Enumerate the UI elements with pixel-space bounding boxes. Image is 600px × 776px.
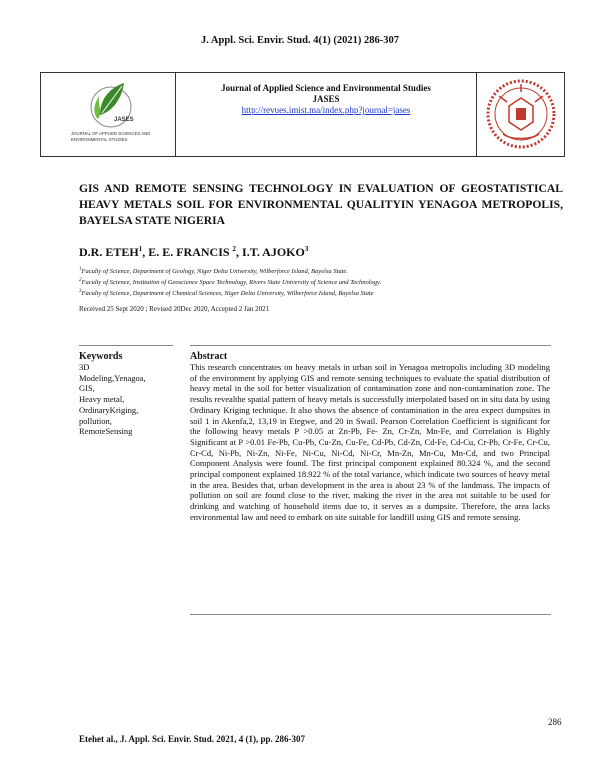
keyword-item: OrdinaryKriging, [79, 404, 139, 415]
page-number: 286 [548, 717, 562, 727]
abstract-bottom-divider [190, 614, 551, 615]
author-name: I.T. AJOKO [242, 245, 305, 259]
abstract-body: This research concentrates on heavy metals in urban soil in Yenagoa metropolis including 3D modeling of the environment by applying GIS and remote sensing techniques to evaluate the spatial distribution of heavy metal in the soil for better visualization of contamination zone and non-contamination zone. The results revealthe spatial pattern of heavy metals is successfully interpolated based on in situ data by using Ordinary Kriging technique. It also shows the absence of contamination in the area expect dumpsites in soil 1 in Akenfa,2, 13,19 in Etegwe, and 20 in Swail. Pearson Correlation Coefficient is significant for the following heavy metals P >0.05 at Zn-Pb, Fe- Zn, Cr-Zn, Mn-Fe, and Correlation is Highly Significant at P >0.01 Fe-Pb, Cu-Pb, Cu-Zn, Cu-Fe, Cd-Pb, Cd-Zn, Cd-Fe, Cd-Cu, Cr-Pb, Cr-Fe, Cr-Cu, Cr-Cd, Ni-Pb, Ni-Zn, Ni-Fe, Ni-Cu, Ni-Cd, Ni-Cr, Mn-Zn, Mn-Cu, Mn-Cd, and two Principal Component Analysis were found. The first principal component explained 80.324 %, and the second principal component explained 18.922 % of the total variance, which indicate two sources of heavy metal in the area. Besides that, urban development in the area is about 23 % of the landmass. The impacts of pollution on soil are found close to the river, making the river in the area not suitable to be used for drinking and watching of household items due to, it serves as a dumpsite. Therefore, the area lacks environmental law and need to embark on site suitable for landfill using GIS and remote sensing. [190, 362, 550, 522]
abstract-divider [190, 345, 551, 346]
keyword-item: GIS, [79, 383, 95, 394]
journal-logo-panel [41, 73, 176, 156]
keyword-item: Modeling,Yenagoa, [79, 372, 146, 383]
affiliation [79, 289, 549, 297]
logo-label: JASES [114, 117, 134, 123]
university-seal-panel [476, 73, 564, 156]
author-name: D.R. ETEH [79, 245, 139, 259]
author-list [79, 245, 308, 260]
journal-url-link[interactable]: http://revues.imist.ma/index.php?journal=jases [241, 105, 411, 115]
leaf-logo-icon [86, 77, 136, 132]
keyword-item: Heavy metal, [79, 394, 125, 405]
keywords-list [79, 362, 179, 437]
affiliation-text: Faculty of Science, Department of Geology, Niger Delta University, Wilberforce Island, Bayelsa State. [81, 268, 348, 276]
affiliation-sup: 2 [79, 278, 82, 283]
author-sup: 1 [138, 245, 143, 253]
keywords-heading: Keywords [79, 351, 123, 362]
journal-masthead [40, 72, 565, 157]
keyword-item: 3D [79, 362, 90, 372]
author-separator: , [236, 245, 243, 259]
keyword-item: RemoteSensing [79, 426, 133, 437]
running-header: J. Appl. Sci. Envir. Stud. 4(1) (2021) 286-307 [201, 35, 399, 46]
affiliation-text: Faculty of Science, Department of Chemical Sciences, Niger Delta University, Wilberforce Island, Bayelsa State [81, 290, 374, 298]
footer-citation: Etehet al., J. Appl. Sci. Envir. Stud. 2021, 4 (1), pp. 286-307 [79, 734, 305, 744]
keywords-divider [79, 345, 173, 346]
author-separator: , [142, 245, 149, 259]
affiliation [79, 267, 549, 275]
logo-caption: JOURNAL OF APPLIED SCIENCES AND ENVIRONMENTAL STUDIES [71, 131, 151, 142]
affiliation-text: Faculty of Science, Institution of Geoscience Space Technology, Rivers State University of Science and Technology. [81, 279, 382, 287]
author-sup: 3 [304, 245, 309, 253]
author-name: E. E. FRANCIS [148, 245, 233, 259]
journal-acronym: JASES [312, 94, 340, 104]
affiliation-sup: 3 [79, 289, 82, 294]
university-seal-icon [485, 76, 557, 152]
keyword-item: pollution, [79, 415, 112, 426]
submission-dates: Received 25 Sept 2020 ; Revised 20Dec 2020, Accepted 2 Jan 2021 [79, 305, 270, 313]
affiliation-sup: 1 [79, 267, 82, 272]
affiliation [79, 278, 549, 286]
journal-name: Journal of Applied Science and Environmental Studies [221, 83, 431, 93]
paper-title: GIS AND REMOTE SENSING TECHNOLOGY IN EVALUATION OF GEOSTATISTICAL HEAVY METALS SOIL FOR ENVIRONMENTAL QUALITYIN YENAGOA METROPOLIS, BAYELSA STATE NIGERIA [79, 182, 563, 227]
journal-info [176, 83, 476, 116]
author-sup: 2 [232, 245, 237, 253]
abstract-heading: Abstract [190, 351, 228, 362]
